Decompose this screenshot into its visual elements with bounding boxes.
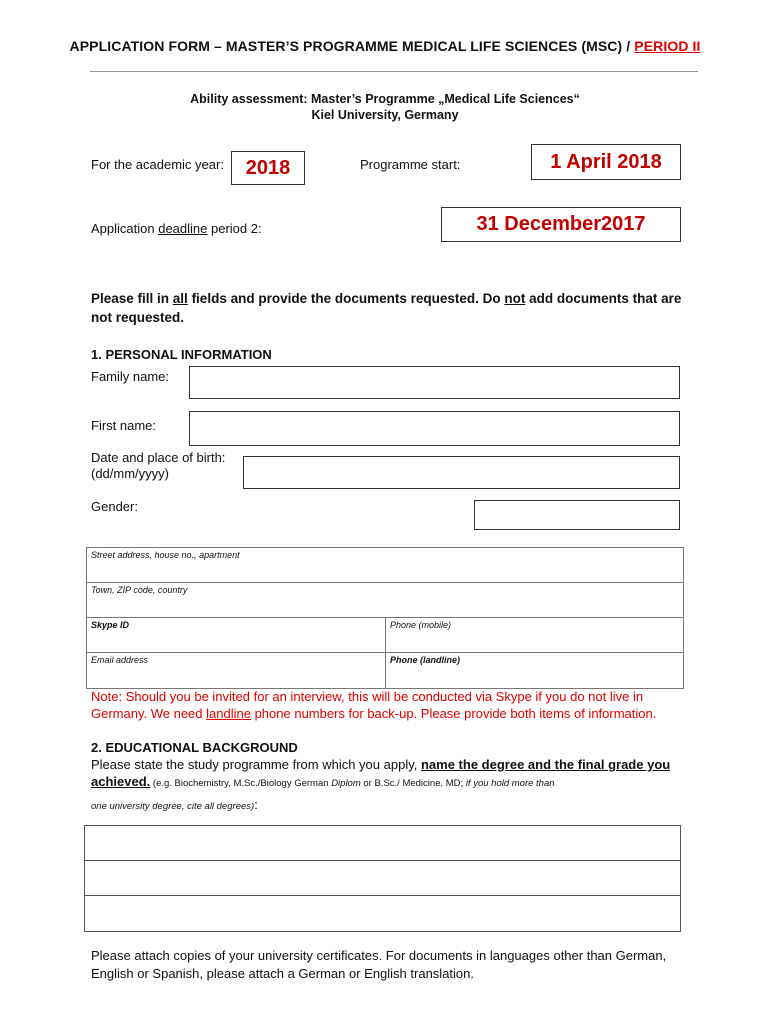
skype-phone-row	[87, 618, 683, 653]
form-title	[0, 38, 770, 54]
education-table	[84, 825, 681, 932]
gender-field[interactable]	[474, 500, 680, 530]
street-row[interactable]	[87, 548, 683, 583]
note-part2: phone numbers for back-up. Please provide both items of information.	[250, 706, 657, 721]
interview-note	[91, 688, 691, 722]
family-name-label: Family name:	[91, 369, 170, 384]
town-cell[interactable]: Town, ZIP code, country	[91, 585, 188, 595]
programme-start-label: Programme start:	[360, 157, 461, 172]
note-landline: landline	[206, 706, 251, 721]
edu-small2: or B.Sc./ Medicine, MD;	[360, 778, 466, 789]
personal-heading: 1. PERSONAL INFORMATION	[91, 347, 272, 362]
edu-small-italic2: one university degree, cite all degrees)	[91, 801, 255, 812]
dob-label-line1: Date and place of birth:	[91, 450, 226, 465]
instructions-part3: add documents that are not requested.	[91, 291, 682, 325]
email-cell[interactable]: Email address	[91, 655, 149, 665]
edu-small-diplom: Diplom	[331, 778, 361, 789]
street-cell[interactable]: Street address, house no., apartment	[91, 550, 240, 560]
deadline-label	[91, 221, 262, 236]
instructions	[91, 289, 701, 327]
title-main: APPLICATION FORM – MASTER’S PROGRAMME MEDICAL LIFE SCIENCES (MSC) /	[69, 38, 635, 54]
instructions-not: not	[504, 291, 526, 306]
contact-grid	[86, 547, 684, 689]
education-row[interactable]	[85, 896, 680, 931]
first-name-label: First name:	[91, 418, 157, 433]
deadline-label-pre: Application	[91, 221, 159, 236]
note-part1: Note: Should you be invited for an interview, this will be conducted via Skype if you do not live in Germany. We need	[91, 689, 644, 721]
phone-mobile-cell[interactable]: Phone (mobile)	[385, 618, 683, 652]
deadline-label-underlined: deadline	[158, 221, 208, 236]
title-period: PERIOD II	[634, 38, 701, 54]
deadline-box[interactable]: 31 December2017	[441, 207, 681, 242]
education-row[interactable]	[85, 826, 680, 861]
deadline-label-post: period 2:	[207, 221, 262, 236]
instructions-all: all	[172, 291, 188, 306]
skype-cell[interactable]: Skype ID	[91, 620, 130, 630]
edu-colon: :	[254, 797, 258, 812]
header-divider	[90, 71, 698, 72]
phone-landline-cell[interactable]: Phone (landline)	[385, 653, 683, 688]
family-name-field[interactable]	[189, 366, 680, 399]
edu-small1: (e.g. Biochemistry, M.Sc./Biology German	[150, 778, 332, 789]
programme-start-box[interactable]: 1 April 2018	[531, 144, 681, 180]
first-name-field[interactable]	[189, 411, 680, 446]
email-landline-row	[87, 653, 683, 688]
academic-year-label: For the academic year:	[91, 157, 224, 172]
instructions-part2: fields and provide the documents requested. Do	[187, 291, 505, 306]
education-instructions	[91, 756, 701, 815]
edu-small-italic1: if you hold more than	[465, 778, 555, 789]
education-heading: 2. EDUCATIONAL BACKGROUND	[91, 740, 298, 755]
subtitle-line2: Kiel University, Germany	[311, 108, 459, 122]
town-row[interactable]	[87, 583, 683, 618]
education-row[interactable]	[85, 861, 680, 896]
edu-text1: Please state the study programme from which you apply,	[91, 757, 421, 772]
attach-instructions: Please attach copies of your university certificates. For documents in languages other than German, English or Spanish, please attach a German or English translation.	[91, 948, 667, 981]
dob-label-line2: (dd/mm/yyyy)	[91, 466, 169, 481]
subtitle-line1: Ability assessment: Master’s Programme „Medical Life Sciences“	[190, 92, 580, 106]
instructions-part1: Please fill in	[91, 291, 173, 306]
gender-label: Gender:	[91, 499, 138, 514]
academic-year-box[interactable]: 2018	[231, 151, 305, 185]
dob-field[interactable]	[243, 456, 680, 489]
edu-bold-underlined: name the degree and the final grade you achieved.	[91, 757, 671, 789]
